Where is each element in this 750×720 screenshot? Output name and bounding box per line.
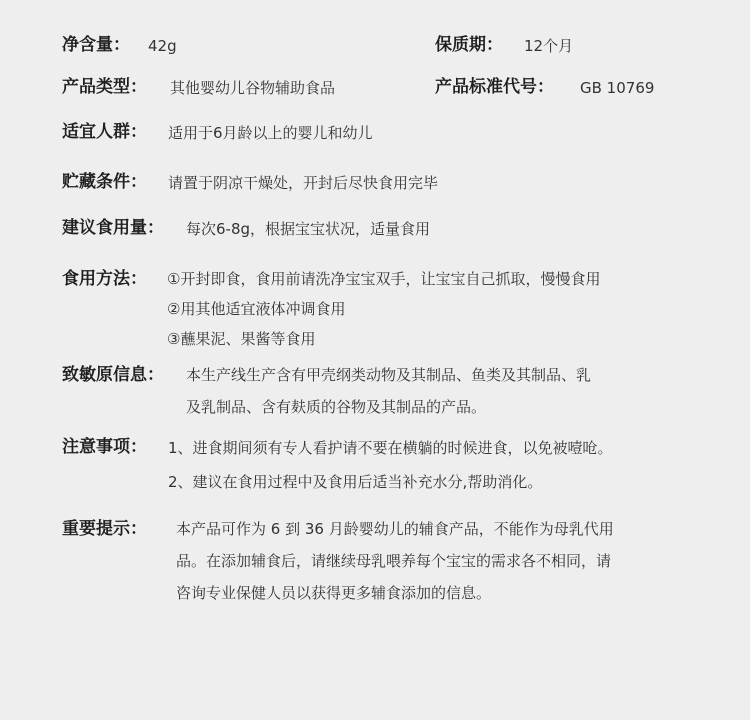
serving-value: 每次6-8g，根据宝宝状况，适量食用	[186, 220, 431, 238]
notes-line: 1、进食期间须有专人看护请不要在横躺的时候进食，以免被噎呛。	[168, 439, 613, 457]
reminder-line: 本产品可作为 6 到 36 月龄婴幼儿的辅食产品，不能作为母乳代用	[176, 520, 614, 538]
reminder-label: 重要提示：	[62, 519, 147, 539]
usage-text	[167, 264, 600, 354]
notes-label: 注意事项：	[62, 437, 147, 457]
usage-line: ③蘸果泥、果酱等食用	[167, 330, 316, 348]
reminder-line: 咨询专业保健人员以获得更多辅食添加的信息。	[176, 584, 492, 602]
storage-value: 请置于阴凉干燥处，开封后尽快食用完毕	[168, 174, 439, 192]
usage-label: 食用方法：	[62, 269, 147, 289]
shelf-life-value: 12个月	[524, 37, 574, 55]
reminder-line: 品。在添加辅食后，请继续母乳喂养每个宝宝的需求各不相同，请	[176, 552, 612, 570]
shelf-life-label: 保质期：	[435, 35, 503, 55]
notes-text	[168, 431, 613, 499]
standard-code-label: 产品标准代号：	[435, 77, 554, 97]
standard-code-value: GB 10769	[580, 79, 655, 97]
allergen-label: 致敏原信息：	[62, 365, 164, 385]
notes-line: 2、建议在食用过程中及食用后适当补充水分,帮助消化。	[168, 473, 543, 491]
product-type-label: 产品类型：	[62, 77, 147, 97]
allergen-line: 及乳制品、含有麸质的谷物及其制品的产品。	[186, 398, 487, 416]
serving-label: 建议食用量：	[62, 218, 164, 238]
allergen-text	[186, 359, 591, 423]
suitable-for-label: 适宜人群：	[62, 122, 147, 142]
net-weight-label: 净含量：	[62, 35, 130, 55]
suitable-for-value: 适用于6月龄以上的婴儿和幼儿	[168, 124, 373, 142]
reminder-text	[176, 513, 614, 609]
net-weight-value: 42g	[148, 37, 177, 55]
usage-line: ②用其他适宜液体冲调食用	[167, 300, 346, 318]
storage-label: 贮藏条件：	[62, 172, 147, 192]
allergen-line: 本生产线生产含有甲壳纲类动物及其制品、鱼类及其制品、乳	[186, 366, 592, 384]
product-type-value: 其他婴幼儿谷物辅助食品	[170, 79, 336, 97]
usage-line: ①开封即食，食用前请洗净宝宝双手，让宝宝自己抓取，慢慢食用	[167, 270, 601, 288]
